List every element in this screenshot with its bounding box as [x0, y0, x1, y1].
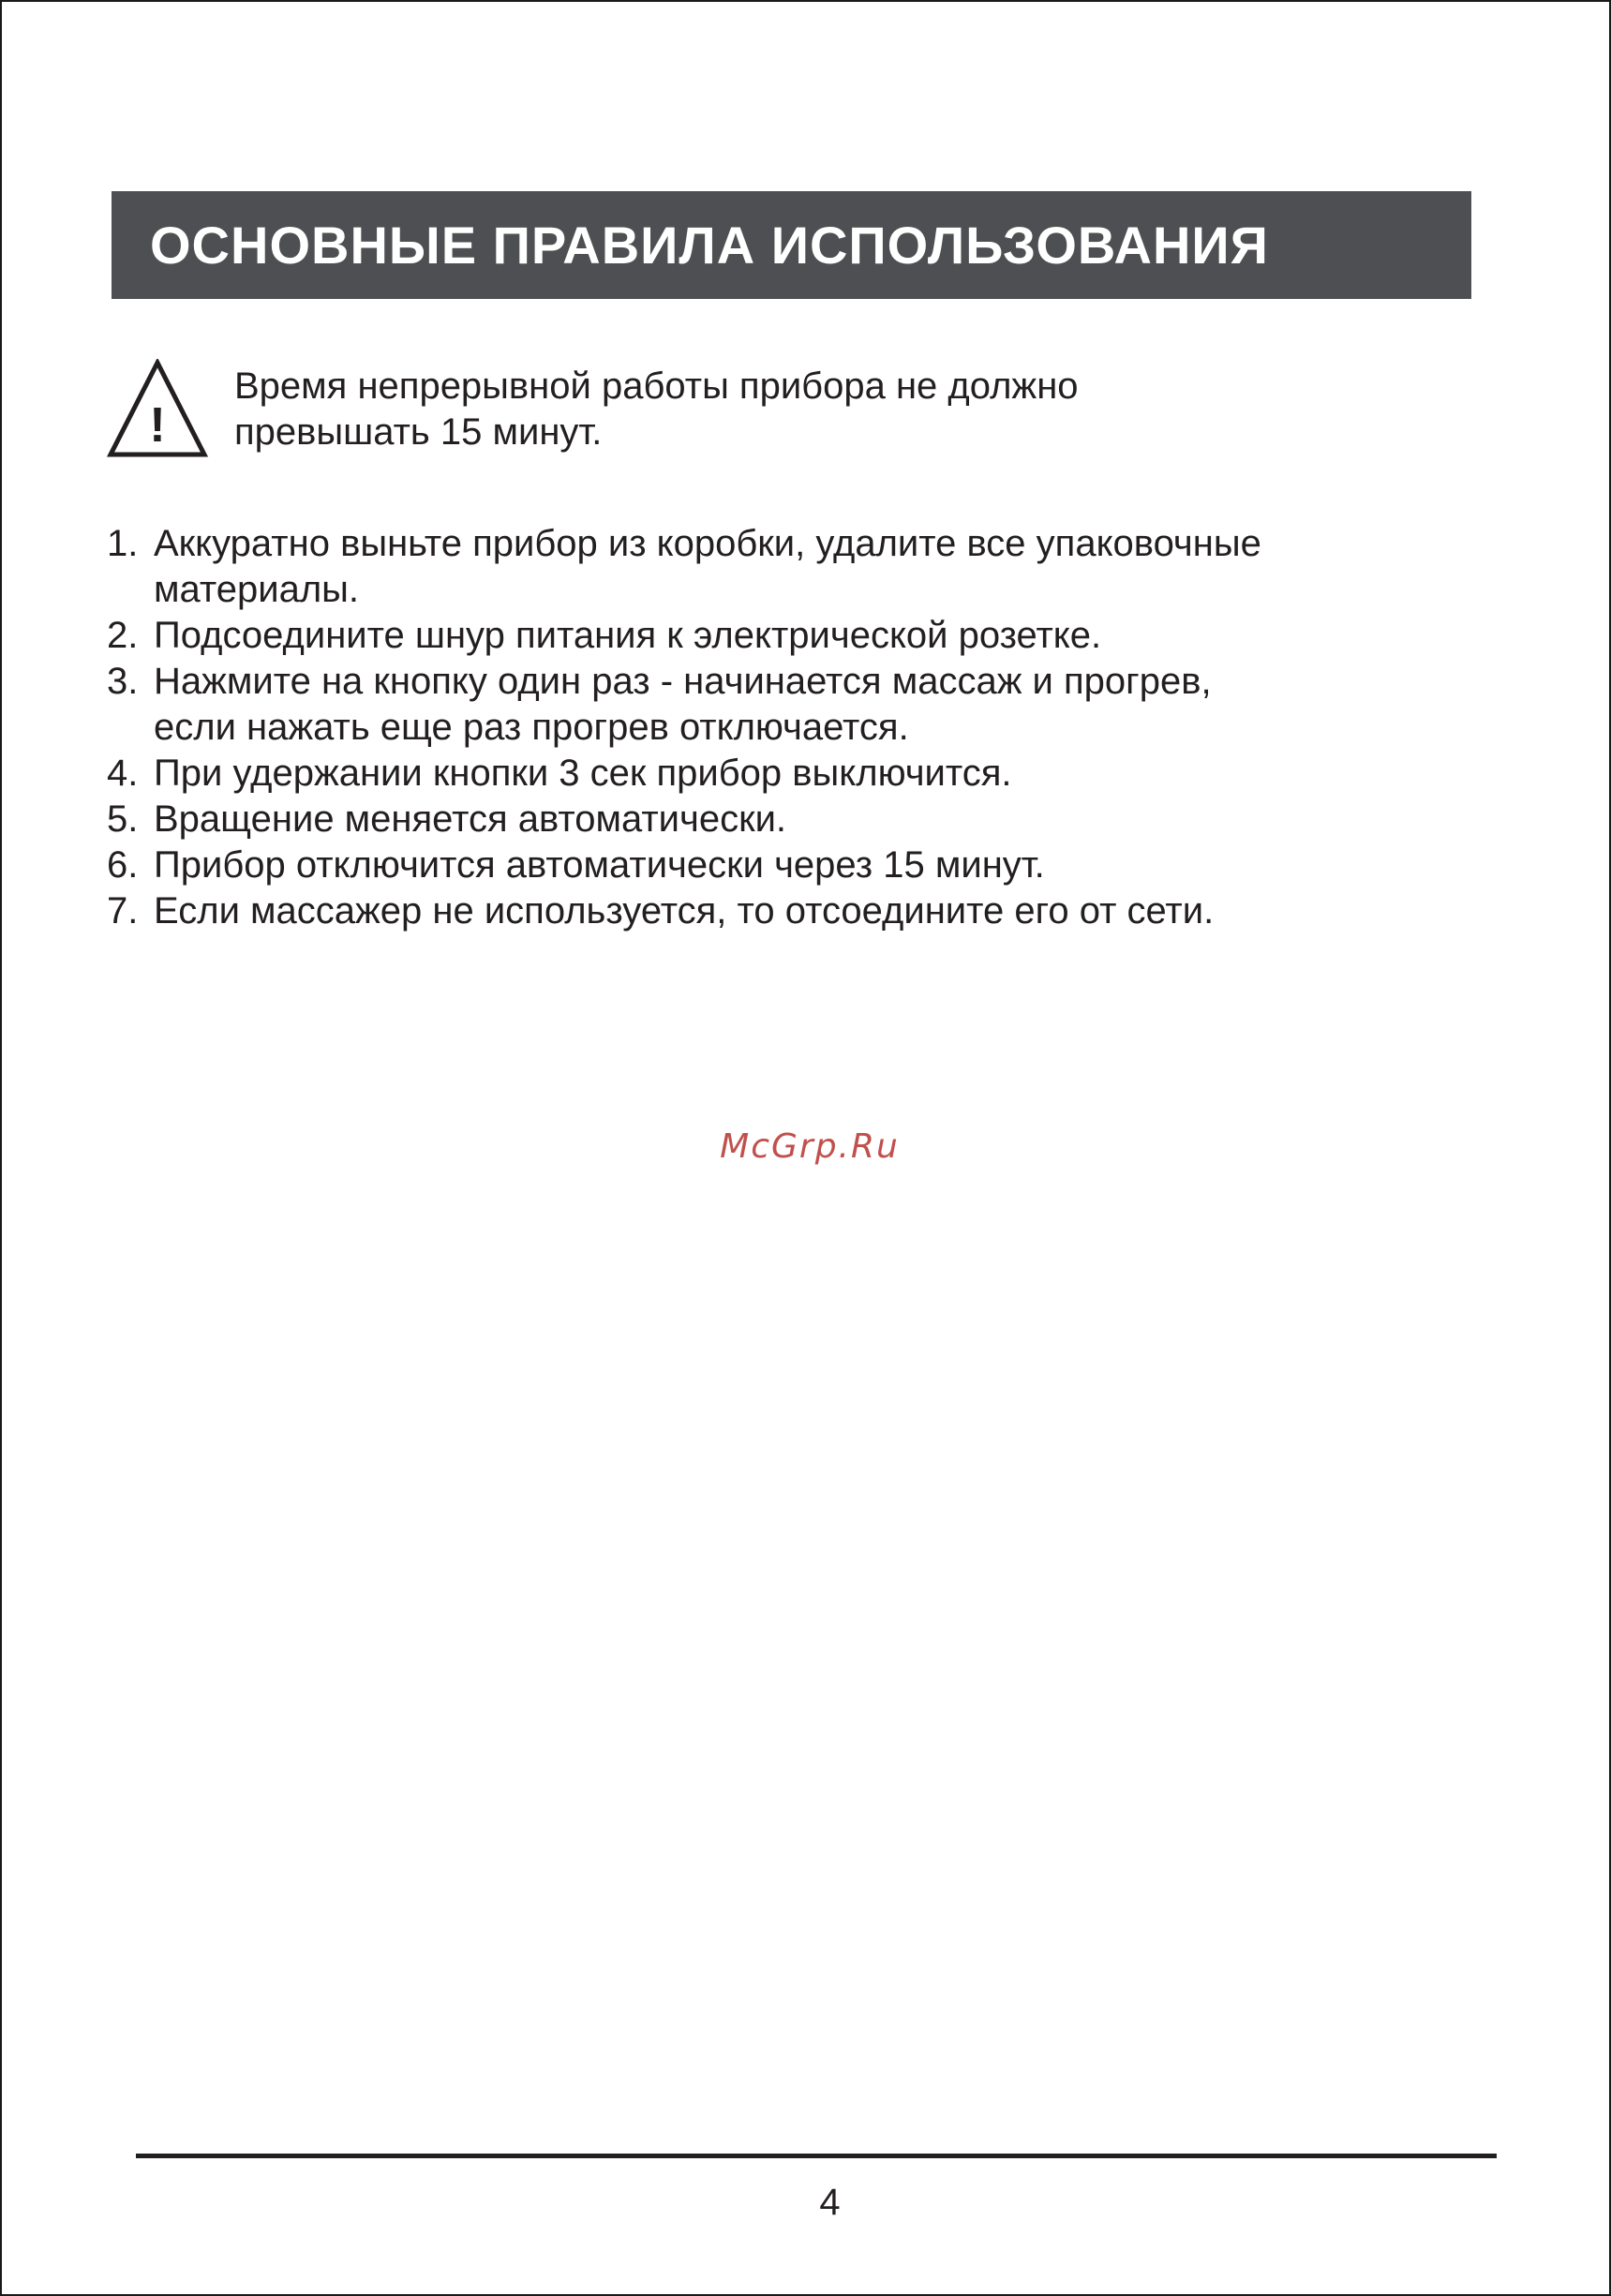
footer-divider	[136, 2154, 1497, 2158]
list-item-number: 6.	[107, 844, 139, 886]
section-title-bar	[112, 191, 1471, 299]
warning-line: Время непрерывной работы прибора не должно	[234, 365, 1079, 407]
watermark: McGrp.Ru	[720, 1127, 900, 1166]
list-item-text: если нажать еще раз прогрев отключается.	[154, 707, 909, 748]
list-item-text: Аккуратно выньте прибор из коробки, удалите все упаковочные	[154, 523, 1261, 564]
list-item	[107, 797, 1261, 842]
list-item-number: 3.	[107, 661, 139, 702]
svg-text:!: !	[149, 398, 166, 453]
list-item-text: материалы.	[154, 569, 360, 610]
list-item	[107, 613, 1261, 659]
list-item-number: 7.	[107, 890, 139, 932]
list-item	[107, 842, 1261, 888]
list-item-number: 4.	[107, 753, 139, 794]
list-item	[107, 659, 1261, 751]
section-title: ОСНОВНЫЕ ПРАВИЛА ИСПОЛЬЗОВАНИЯ	[150, 216, 1269, 275]
list-item-text: Подсоедините шнур питания к электрической розетке.	[154, 615, 1102, 656]
list-item-text: Если массажер не используется, то отсоедините его от сети.	[154, 890, 1215, 932]
warning-line: превышать 15 минут.	[234, 411, 603, 453]
list-item-number: 1.	[107, 523, 139, 564]
list-item	[107, 888, 1261, 934]
list-item-text: При удержании кнопки 3 сек прибор выключится.	[154, 753, 1012, 794]
list-item-text: Вращение меняется автоматически.	[154, 798, 787, 840]
warning-triangle-icon	[107, 359, 208, 460]
list-item-text: Прибор отключится автоматически через 15 минут.	[154, 844, 1045, 886]
warning-text	[234, 364, 1079, 455]
list-item	[107, 751, 1261, 797]
list-item-number: 2.	[107, 615, 139, 656]
list-item-text: Нажмите на кнопку один раз - начинается массаж и прогрев,	[154, 661, 1212, 702]
instruction-list	[107, 521, 1261, 934]
warning-block	[107, 359, 1419, 462]
list-item-number: 5.	[107, 798, 139, 840]
list-item	[107, 521, 1261, 613]
page-number: 4	[819, 2182, 841, 2223]
